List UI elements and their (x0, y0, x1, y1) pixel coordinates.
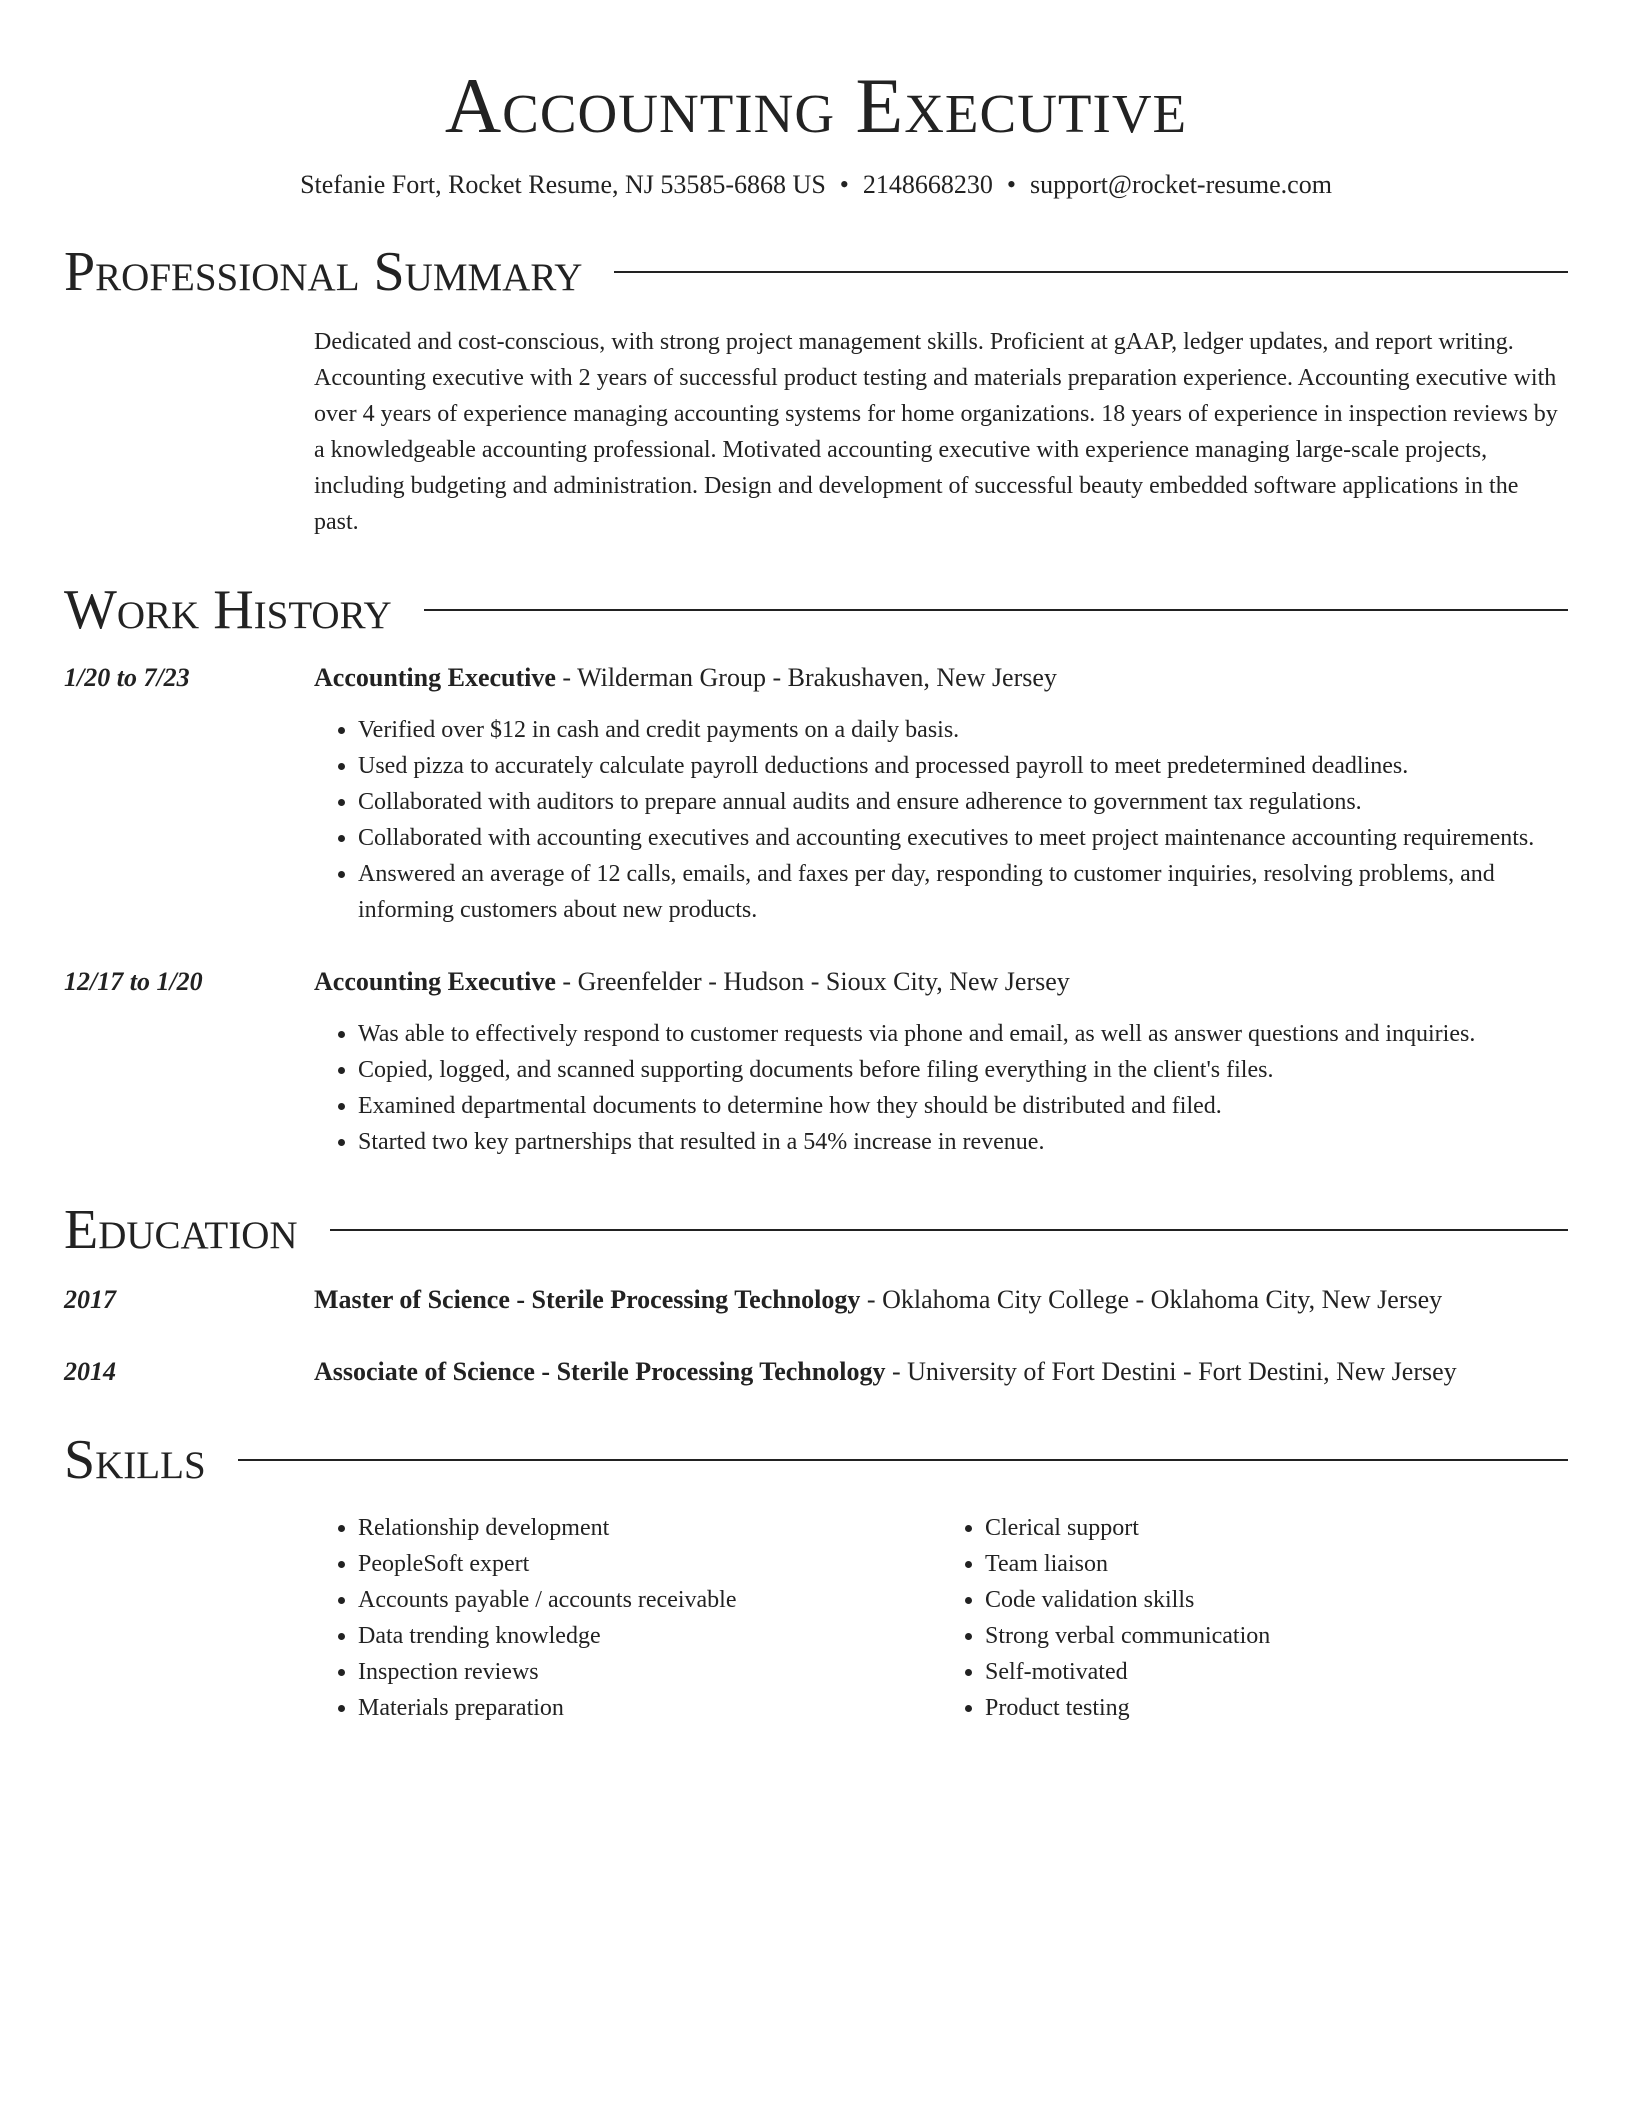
job-bullet: • Started two key partnerships that resulted in a 54% increase in revenue. (358, 1124, 1568, 1160)
work-section-header (64, 580, 1568, 640)
skill-item: • Strong verbal communication (985, 1618, 1568, 1654)
work-section-title: Work History (64, 579, 392, 641)
skill-item: • Product testing (985, 1690, 1568, 1726)
job-entry (64, 660, 1568, 928)
skill-item: • Clerical support (985, 1510, 1568, 1546)
summary-section-title: Professional Summary (64, 241, 583, 303)
job-dates: 12/17 to 1/20 (64, 967, 203, 996)
job-body (314, 660, 1568, 928)
job-details: - Wilderman Group - Brakushaven, New Jersey (555, 663, 1057, 692)
skills-list-left (314, 1510, 941, 1726)
skill-item: • Relationship development (358, 1510, 941, 1546)
job-bullet: • Was able to effectively respond to customer requests via phone and email, as well as answer questions and inquiries. (358, 1016, 1568, 1052)
job-bullets (314, 712, 1568, 928)
education-details: - Oklahoma City College - Oklahoma City, New Jersey (860, 1285, 1443, 1314)
education-degree: Master of Science - Sterile Processing Technology (314, 1285, 861, 1314)
job-position: Accounting Executive (314, 967, 556, 996)
job-details: - Greenfelder - Hudson - Sioux City, New Jersey (555, 967, 1070, 996)
education-heading (314, 1354, 1568, 1390)
job-bullet: • Collaborated with auditors to prepare annual audits and ensure adherence to government tax regulations. (358, 784, 1568, 820)
job-bullet: • Examined departmental documents to determine how they should be distributed and filed. (358, 1088, 1568, 1124)
education-section-header (64, 1200, 1568, 1260)
contact-line (64, 168, 1568, 202)
job-bullet: • Used pizza to accurately calculate payroll deductions and processed payroll to meet predetermined deadlines. (358, 748, 1568, 784)
education-degree: Associate of Science - Sterile Processing Technology (314, 1357, 886, 1386)
skills-section-title: Skills (64, 1429, 206, 1491)
skill-item: • Materials preparation (358, 1690, 941, 1726)
job-position: Accounting Executive (314, 663, 556, 692)
job-dates: 1/20 to 7/23 (64, 663, 190, 692)
contact-separator: • (839, 170, 849, 199)
contact-separator: • (1006, 170, 1017, 199)
education-heading (314, 1282, 1568, 1318)
job-heading (314, 660, 1568, 696)
skill-item: • Accounts payable / accounts receivable (358, 1582, 941, 1618)
summary-section-header (64, 242, 1568, 302)
job-bullet: • Collaborated with accounting executives and accounting executives to meet project maintenance accounting requirements. (358, 820, 1568, 856)
contact-address: Stefanie Fort, Rocket Resume, NJ 53585-6868 US (300, 170, 826, 199)
section-divider (614, 271, 1568, 273)
job-bullets (314, 1016, 1568, 1160)
job-entry (64, 964, 1568, 1160)
skills-list-right (941, 1510, 1568, 1726)
education-entry (64, 1354, 1568, 1390)
skill-item: • Team liaison (985, 1546, 1568, 1582)
skill-item: • Code validation skills (985, 1582, 1568, 1618)
job-bullet: • Verified over $12 in cash and credit payments on a daily basis. (358, 712, 1568, 748)
section-divider (330, 1229, 1568, 1231)
summary-text: Dedicated and cost-conscious, with strong project management skills. Proficient at gAAP, ledger updates, and report writing. Accounting executive with 2 years of successful product testing and materials preparation experience. Accounting executive with over 4 years of experience managing accounting systems for home organizations. 18 years of experience in inspection reviews by a knowledgeable accounting professional. Motivated accounting executive with experience managing large-scale projects, including budgeting and administration. Design and development of successful beauty embedded software applications in the past. (314, 329, 1558, 535)
education-year: 2017 (64, 1285, 116, 1314)
skill-item: • PeopleSoft expert (358, 1546, 941, 1582)
education-entry (64, 1282, 1568, 1318)
contact-email: support@rocket-resume.com (1030, 170, 1332, 199)
education-year: 2014 (64, 1357, 116, 1386)
skill-item: • Self-motivated (985, 1654, 1568, 1690)
skill-item: • Data trending knowledge (358, 1618, 941, 1654)
education-section-title: Education (64, 1199, 298, 1261)
job-body (314, 964, 1568, 1160)
resume-title: Accounting Executive (444, 62, 1188, 149)
section-divider (238, 1459, 1568, 1461)
skill-item: • Inspection reviews (358, 1654, 941, 1690)
skills-section-header (64, 1430, 1568, 1490)
job-bullet: • Answered an average of 12 calls, emails, and faxes per day, responding to customer inquiries, resolving problems, and informing customers about new products. (358, 856, 1568, 928)
skills-columns (314, 1510, 1568, 1726)
education-details: - University of Fort Destini - Fort Destini, New Jersey (885, 1357, 1457, 1386)
contact-phone: 2148668230 (862, 170, 993, 199)
section-divider (424, 609, 1568, 611)
job-bullet: • Copied, logged, and scanned supporting documents before filing everything in the client's files. (358, 1052, 1568, 1088)
job-heading (314, 964, 1568, 1000)
